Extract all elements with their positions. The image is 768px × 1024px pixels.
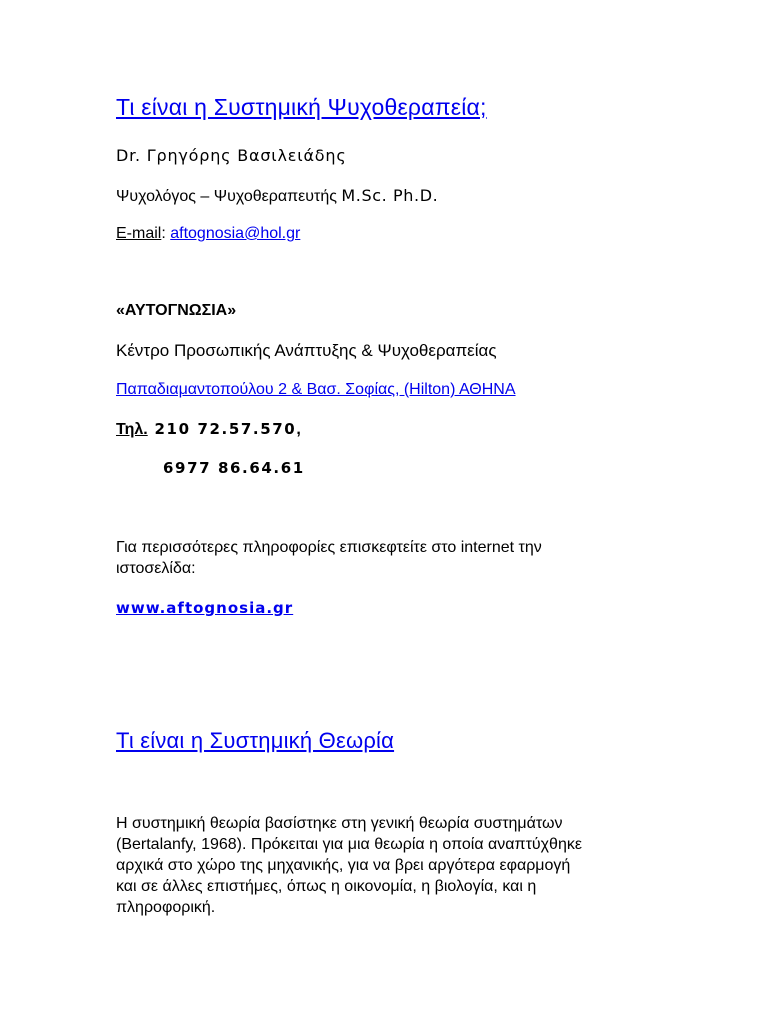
email-link[interactable]: aftognosia@hol.gr [170,225,301,242]
email-separator: : [161,225,171,242]
more-info-line-1: Για περισσότερες πληροφορίες επισκεφτείτε στο internet την [116,539,542,556]
email-line [116,225,300,243]
paragraph-line: και σε άλλες επιστήμες, όπως η οικονομία, η βιολογία, και η [116,878,537,895]
phone-comma: , [296,421,301,438]
author-name: Dr. Γρηγόρης Βασιλειάδης [116,146,347,165]
paragraph-line: αρχικά στο χώρο της μηχανικής, για να βρει αργότερα εφαρμογή [116,857,571,874]
body-paragraph [116,813,656,918]
more-info-line-2: ιστοσελίδα: [116,560,196,577]
role-title: Ψυχολόγος – Ψυχοθεραπευτής [116,188,342,205]
center-name: «ΑΥΤΟΓΝΩΣΙΑ» [116,302,237,319]
website-link[interactable]: www.aftognosia.gr [116,599,294,617]
role-degrees: M.Sc. Ph.D. [341,186,439,205]
author-role [116,186,438,206]
phone-line-1 [116,420,301,439]
page-title[interactable]: Τι είναι η Συστημική Ψυχοθεραπεία; [116,94,487,120]
paragraph-line: πληροφορική. [116,899,216,916]
email-label: E-mail [116,225,162,242]
address-link[interactable]: Παπαδιαμαντοπούλου 2 & Βασ. Σοφίας, (Hilton) ΑΘΗΝΑ [116,381,516,398]
phone-number-1: 210 72.57.570 [147,420,297,438]
phone-number-2: 6977 86.64.61 [163,459,305,477]
paragraph-line: (Bertalanfy, 1968). Πρόκειται για μια θεωρία η οποία αναπτύχθηκε [116,836,582,853]
center-description: Κέντρο Προσωπικής Ανάπτυξης & Ψυχοθεραπείας [116,341,497,360]
paragraph-line: Η συστημική θεωρία βασίστηκε στη γενική θεωρία συστημάτων [116,815,563,832]
section-title[interactable]: Τι είναι η Συστημική Θεωρία [116,728,395,753]
phone-label: Τηλ. [116,421,148,438]
